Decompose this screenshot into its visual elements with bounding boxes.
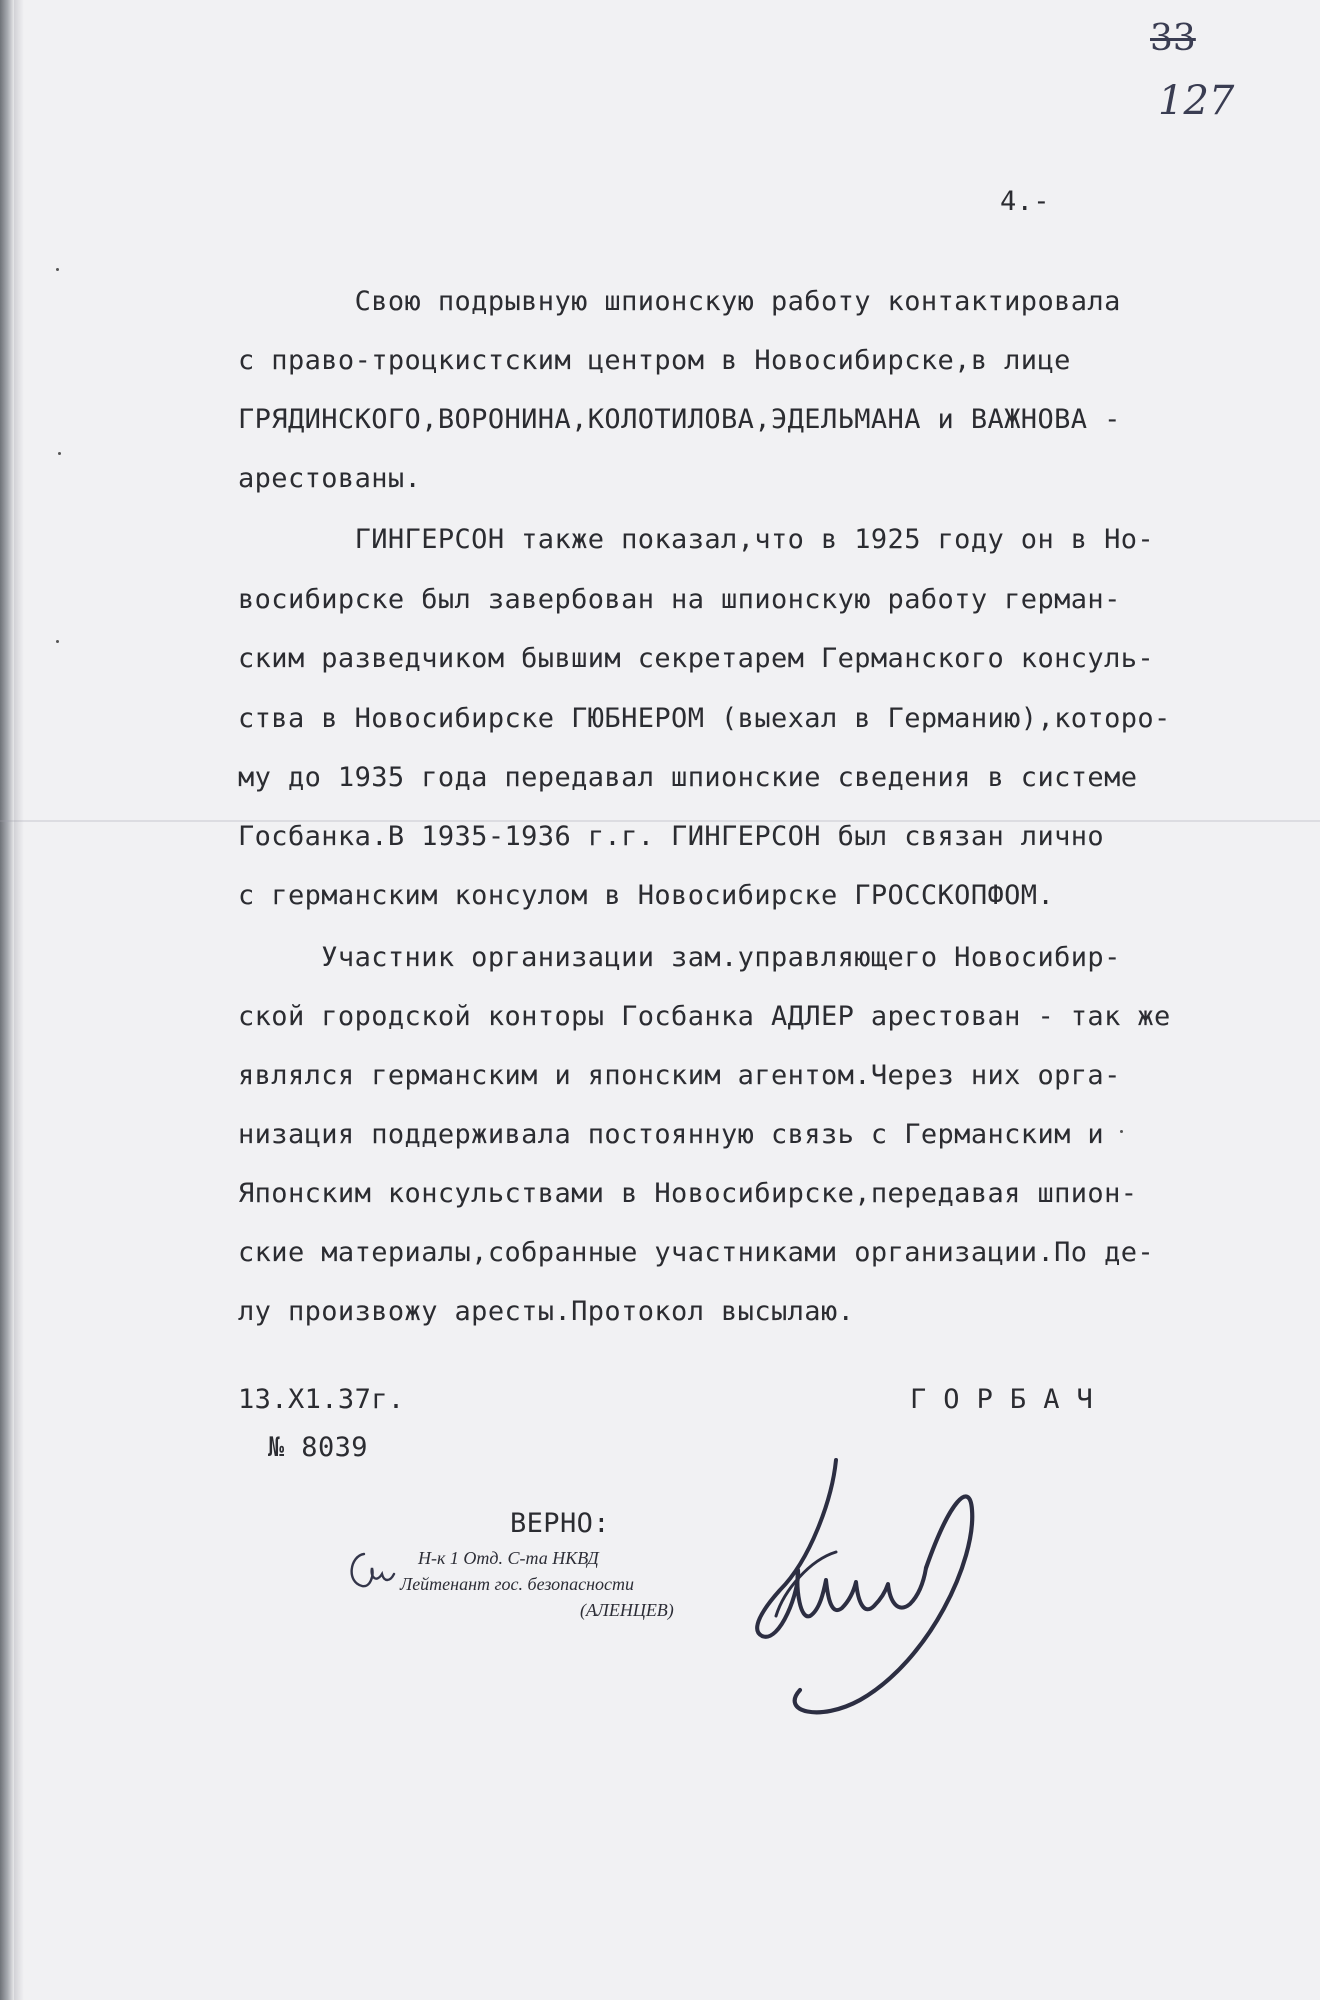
body-line: Участник организации зам.управляющего Новосибир- (238, 942, 1121, 973)
document-number: № 8039 (268, 1432, 368, 1463)
initials-handwritten (344, 1546, 404, 1594)
body-line: ГРЯДИНСКОГО,ВОРОНИНА,КОЛОТИЛОВА,ЭДЕЛЬМАНА и ВАЖНОВА - (238, 404, 1121, 435)
paper-speck (1120, 1130, 1123, 1133)
body-line: Японским консульствами в Новосибирске,передавая шпион- (238, 1178, 1138, 1209)
certification-label: ВЕРНО: (510, 1508, 610, 1539)
page-number: 4.- (1000, 186, 1050, 217)
body-line: ства в Новосибирске ГЮБНЕРОМ (выехал в Германию),которо- (238, 703, 1171, 734)
binding-shadow (14, 0, 24, 2000)
body-line: Свою подрывную шпионскую работу контактировала (238, 286, 1121, 317)
signature (740, 1440, 1020, 1730)
stamp-line-2: Лейтенант гос. безопасности (400, 1574, 635, 1594)
paper-speck (56, 640, 59, 643)
body-line: восибирске был завербован на шпионскую работу герман- (238, 584, 1121, 615)
binding-edge (0, 0, 14, 2000)
signer-name: Г О Р Б А Ч (910, 1384, 1094, 1415)
document-date: 13.Х1.37г. (238, 1384, 405, 1415)
body-line: ские материалы,собранные участниками организации.По де- (238, 1237, 1155, 1268)
body-line: низация поддерживала постоянную связь с Германским и (238, 1119, 1105, 1150)
archive-number: 127 (1158, 78, 1235, 124)
stamp-line-1: Н-к 1 Отд. С-та НКВД (418, 1548, 599, 1568)
paper-speck (56, 268, 59, 271)
body-line: ским разведчиком бывшим секретарем Германского консуль- (238, 643, 1155, 674)
body-line: арестованы. (238, 463, 422, 494)
body-line: Госбанка.В 1935-1936 г.г. ГИНГЕРСОН был связан лично (238, 821, 1105, 852)
body-line: ской городской конторы Госбанка АДЛЕР арестован - так же (238, 1001, 1171, 1032)
body-line: являлся германским и японским агентом.Через них орга- (238, 1060, 1121, 1091)
body-line: ГИНГЕРСОН также показал,что в 1925 году он в Но- (238, 524, 1155, 555)
stamp-line-3: (АЛЕНЦЕВ) (580, 1600, 674, 1620)
body-line: лу произвожу аресты.Протокол высылаю. (238, 1296, 855, 1327)
archive-number-old: 33 (1150, 18, 1196, 59)
paper-speck (58, 452, 61, 455)
body-line: с право-троцкистским центром в Новосибирске,в лице (238, 345, 1071, 376)
body-line: с германским консулом в Новосибирске ГРОССКОПФОМ. (238, 880, 1055, 911)
body-line: му до 1935 года передавал шпионские сведения в системе (238, 762, 1138, 793)
